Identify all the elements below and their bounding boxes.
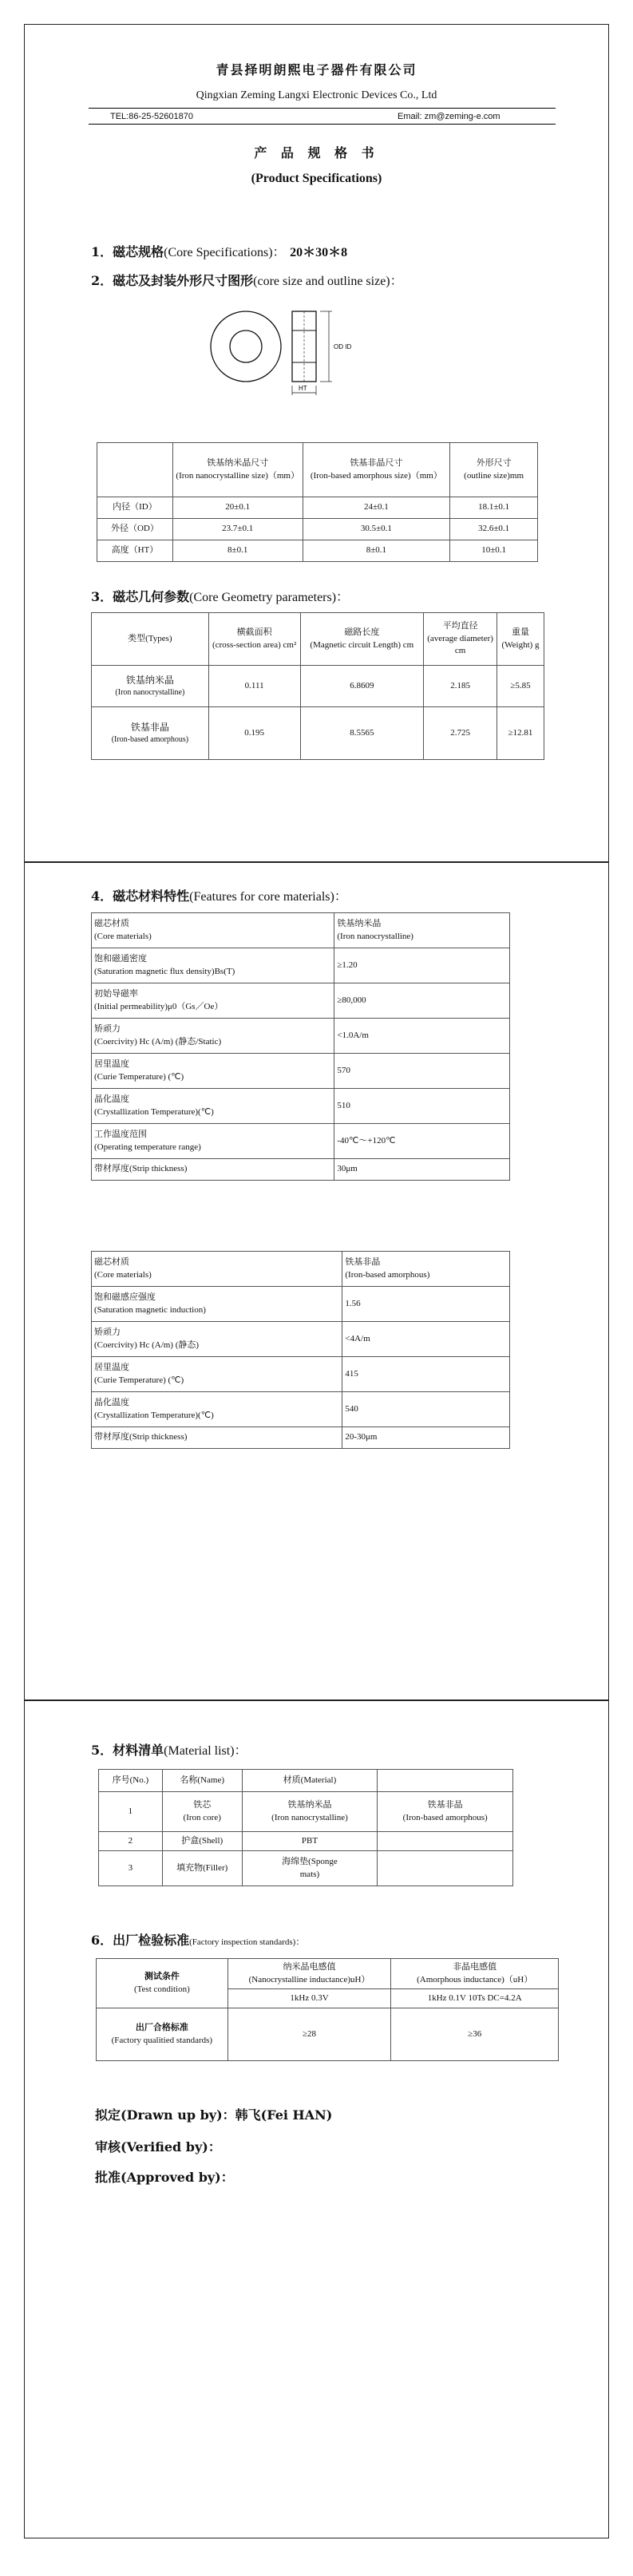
material-list-header: 序号(No.) 名称(Name) 材质(Material)	[99, 1770, 513, 1792]
size-header-amorphous: 铁基非晶尺寸 (Iron-based amorphous size)（mm）	[303, 443, 450, 497]
table-row: 矫顽力 (Coercivity) Hc (A/m) (静态/Static) <1.0A/m	[92, 1019, 510, 1054]
table-row: 磁芯材质 (Core materials) 铁基纳米晶 (Iron nanocrystalline)	[92, 913, 510, 948]
document-page-3	[24, 1700, 609, 2538]
document-page-1	[24, 24, 609, 862]
inspection-table	[96, 1958, 559, 2061]
table-row: 高度（HT） 8±0.1 8±0.1 10±0.1	[97, 540, 538, 562]
table-row: 铁基纳米晶 (Iron nanocrystalline) 0.111 6.8609 2.185 ≥5.85	[92, 666, 544, 707]
table-row: 铁基非晶 (Iron-based amorphous) 0.195 8.5565 2.725 ≥12.81	[92, 707, 544, 760]
section-5-heading: 5．材料清单(Material list)：	[91, 1743, 247, 1758]
geo-header-diameter: 平均直径 (average diameter) cm	[424, 613, 497, 666]
doc-title-cn: 产 品 规 格 书	[254, 145, 379, 160]
company-name-cn: 青县择明朗熙电子器件有限公司	[216, 62, 417, 77]
geo-header-weight: 重量 (Weight) g	[497, 613, 544, 666]
size-header-nano: 铁基纳米晶尺寸 (Iron nanocrystalline size)（mm）	[172, 443, 303, 497]
table-row: 晶化温度 (Crystallization Temperature)(℃) 510	[92, 1089, 510, 1124]
size-table-corner	[97, 443, 173, 497]
table-row: 1 铁芯 (Iron core) 铁基纳米晶 (Iron nanocrystalline) 铁基非晶 (Iron-based amorphous)	[99, 1792, 513, 1832]
size-table	[97, 442, 538, 562]
email: Email: zm@zeming-e.com	[398, 112, 500, 121]
geometry-table-header	[92, 613, 544, 666]
document-page-2	[24, 862, 609, 1700]
table-row: 外径（OD） 23.7±0.1 30.5±0.1 32.6±0.1	[97, 519, 538, 540]
table-row: 带材厚度(Strip thickness) 30μm	[92, 1159, 510, 1181]
geo-header-type: 类型(Types)	[92, 613, 209, 666]
size-header-outline: 外形尺寸 (outline size)mm	[450, 443, 538, 497]
table-row: 饱和磁通密度 (Saturation magnetic flux density)Bs(T) ≥1.20	[92, 948, 510, 983]
geometry-table	[91, 612, 544, 760]
section-2-heading: 2．磁芯及封装外形尺寸图形(core size and outline size)：	[91, 273, 403, 288]
od-id-label: OD ID	[334, 343, 352, 350]
material-table-amorphous	[91, 1251, 510, 1449]
approved-by: 批准(Approved by)：	[95, 2170, 234, 2185]
section-3-heading: 3．磁芯几何参数(Core Geometry parameters)：	[91, 589, 350, 604]
header-rule	[89, 108, 556, 109]
geo-header-area: 横截面积 (cross-section area) cm²	[208, 613, 300, 666]
inspection-header: 测试条件 (Test condition) 纳米晶电感值 (Nanocrystalline inductance)uH） 非晶电感值 (Amorphous inductance)（uH）	[97, 1959, 559, 1989]
inner-circle	[230, 330, 262, 362]
table-row: 初始导磁率 (Initial permeability)μ0（Gs／Oe） ≥80,000	[92, 983, 510, 1019]
table-row: 饱和磁感应强度 (Saturation magnetic induction) 1.56	[92, 1287, 510, 1322]
table-row: 带材厚度(Strip thickness) 20-30μm	[92, 1427, 510, 1449]
material-list-table	[98, 1769, 513, 1886]
company-name-en: Qingxian Zeming Langxi Electronic Devices Co., Ltd	[196, 89, 437, 101]
drawn-up-by: 拟定(Drawn up by)：韩飞(Fei HAN)	[95, 2107, 333, 2123]
size-table-header	[97, 443, 538, 497]
geo-header-length: 磁路长度 (Magnetic circuit Length) cm	[300, 613, 424, 666]
verified-by: 审核(Verified by)：	[95, 2139, 221, 2155]
ht-label: HT	[299, 385, 307, 392]
material-table-nano	[91, 912, 510, 1181]
table-row: 3 填充物(Filler) 海绵垫(Sponge mats)	[99, 1851, 513, 1886]
header-rule-2	[89, 124, 556, 125]
table-row: 出厂合格标准 (Factory qualitied standards) ≥28 ≥36	[97, 2008, 559, 2061]
section-1-heading: 1．磁芯规格(Core Specifications)： 20＊30＊8	[91, 244, 348, 259]
table-row: 居里温度 (Curie Temperature) (℃) 415	[92, 1357, 510, 1392]
telephone: TEL:86-25-52601870	[110, 112, 193, 121]
table-row: 磁芯材质 (Core materials) 铁基非晶 (Iron-based amorphous)	[92, 1252, 510, 1287]
section-6-heading: 6．出厂检验标准(Factory inspection standards)：	[91, 1933, 305, 1948]
side-profile	[292, 311, 316, 382]
table-row: 内径（ID） 20±0.1 24±0.1 18.1±0.1	[97, 497, 538, 519]
table-row: 矫顽力 (Coercivity) Hc (A/m) (静态) <4A/m	[92, 1322, 510, 1357]
table-row: 1kHz 0.3V 1kHz 0.1V 10Ts DC=4.2A	[97, 1989, 559, 2008]
table-row: 工作温度范围 (Operating temperature range) -40℃～+120℃	[92, 1124, 510, 1159]
core-outline-drawing	[204, 303, 380, 406]
section-4-heading: 4．磁芯材料特性(Features for core materials)：	[91, 888, 347, 904]
table-row: 居里温度 (Curie Temperature) (℃) 570	[92, 1054, 510, 1089]
table-row: 2 护盒(Shell) PBT	[99, 1832, 513, 1851]
outer-circle	[211, 311, 281, 382]
table-row: 晶化温度 (Crystallization Temperature)(℃) 540	[92, 1392, 510, 1427]
doc-title-en: (Product Specifications)	[251, 172, 382, 185]
